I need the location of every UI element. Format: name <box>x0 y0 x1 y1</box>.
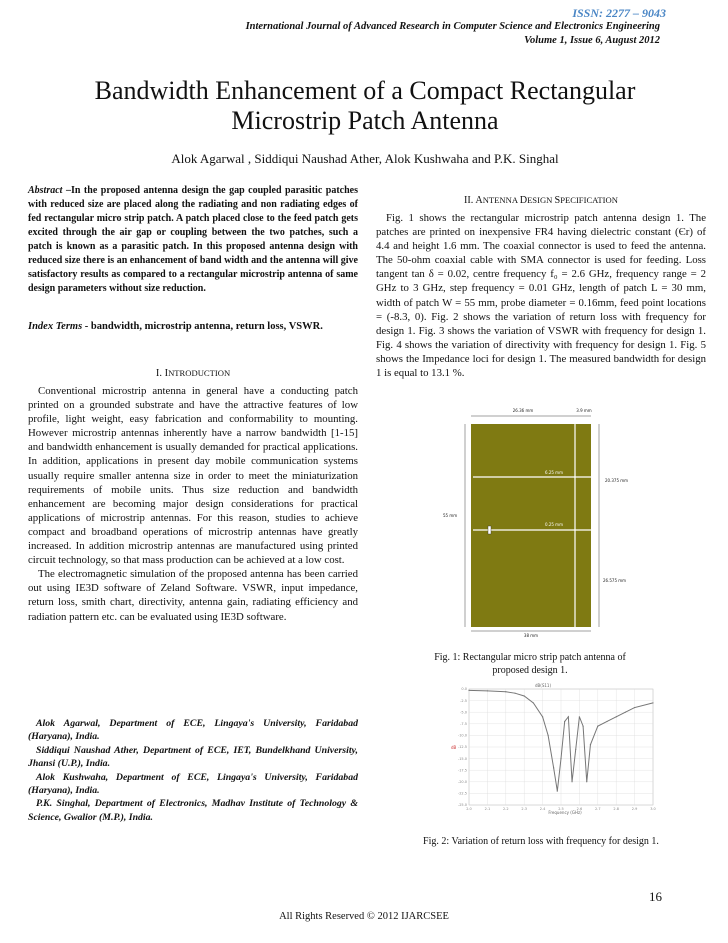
y-tick-label: 0.0 <box>461 687 467 692</box>
data-point <box>652 702 653 703</box>
x-tick-label: 2.6 <box>576 807 583 811</box>
dim-right-upper: 20.375 mm <box>605 478 629 483</box>
data-point <box>548 735 549 736</box>
figure1-caption-line2: proposed design 1. <box>492 665 568 676</box>
data-point <box>597 726 598 727</box>
figure2-caption: Fig. 2: Variation of return loss with frequency for design 1. <box>423 836 659 847</box>
index-terms-label: Index Terms <box>28 321 83 332</box>
y-tick-label: -10.0 <box>457 733 467 738</box>
title-line-2: Microstrip Patch Antenna <box>231 106 499 135</box>
chart-xlabel: Frequency (GHz) <box>548 810 582 815</box>
data-point <box>625 712 626 713</box>
affiliation-3: Alok Kushwaha, Department of ECE, Lingaya's University, Faridabad (Haryana), India. <box>28 771 358 797</box>
dim-bottom: 38 mm <box>523 633 539 638</box>
y-tick-label: -20.0 <box>457 780 467 784</box>
footer: All Rights Reserved © 2012 IJARCSEE <box>279 911 449 922</box>
x-tick-label: 2.9 <box>631 807 638 811</box>
x-tick-label: 2.7 <box>595 807 601 811</box>
y-tick-label: -5.0 <box>460 710 467 715</box>
figure1-caption <box>410 651 650 677</box>
x-tick-label: 2.1 <box>484 807 491 811</box>
title-line-1: Bandwidth Enhancement of a Compact Rectangular <box>94 76 636 105</box>
data-point <box>564 721 565 722</box>
issn: ISSN: 2277 – 9043 <box>572 6 666 20</box>
data-point <box>575 749 576 750</box>
authors: Alok Agarwal , Siddiqui Naushad Ather, Alok Kushwaha and P.K. Singhal <box>171 151 559 166</box>
spec-heading-d: ESIGN <box>527 195 555 205</box>
data-point <box>542 716 543 717</box>
journal-name: International Journal of Advanced Research in Computer Science and Electronics Engineering <box>245 21 660 32</box>
feed-point <box>488 526 491 534</box>
dim-gap2: 0.25 mm <box>545 522 563 527</box>
page-number: 16 <box>649 889 662 904</box>
y-tick-label: -22.5 <box>457 791 467 796</box>
dim-left: 55 mm <box>443 513 458 518</box>
data-point <box>487 690 488 691</box>
x-tick-label: 2.5 <box>558 807 564 811</box>
index-terms <box>28 320 358 334</box>
journal-header <box>200 20 660 48</box>
data-point <box>524 695 525 696</box>
x-tick-label: 2.3 <box>521 807 527 811</box>
spec-heading-a: II. A <box>464 195 483 206</box>
intro-paragraph-2: The electromagnetic simulation of the proposed antenna has been carried out using IE3D software of Zeland Software. VSWR, input impedance, return loss, smith chart, directivity, antenna gain, radiating efficiency and radiation pattern etc. can be evaluated using IE3D software. <box>28 568 358 623</box>
data-point <box>606 721 607 722</box>
y-tick-label: -17.5 <box>457 768 467 773</box>
x-tick-label: 3.0 <box>650 807 656 811</box>
data-point <box>616 716 617 717</box>
data-point <box>560 758 561 759</box>
intro-body <box>28 384 358 624</box>
intro-heading-num: I. I <box>155 368 169 379</box>
x-tick-label: 2.0 <box>466 807 472 811</box>
dim-right-lower: 26.575 mm <box>603 578 627 583</box>
data-point <box>505 691 506 692</box>
data-point <box>582 726 583 727</box>
data-point <box>579 716 580 717</box>
spec-heading-b: NTENNA <box>482 195 520 205</box>
antenna-figure <box>441 402 629 638</box>
data-point <box>571 781 572 782</box>
intro-heading-rest: NTRODUCTION <box>168 368 231 378</box>
spec-heading-f: PECIFICATION <box>560 195 618 205</box>
data-point <box>514 693 515 694</box>
spec-heading <box>376 193 706 208</box>
antenna-patch <box>471 424 591 627</box>
y-tick-label: -15.0 <box>457 756 467 761</box>
y-tick-label: -2.5 <box>460 698 467 703</box>
affiliations <box>28 717 358 824</box>
return-loss-chart <box>447 679 661 816</box>
y-tick-label: -7.5 <box>460 722 467 726</box>
index-terms-text: - bandwidth, microstrip antenna, return loss, VSWR. <box>82 321 323 332</box>
dim-gap1: 6.25 mm <box>545 470 563 475</box>
spec-body <box>376 211 706 380</box>
chart-ylabel: dB <box>451 745 457 750</box>
spec-heading-c: D <box>519 195 528 206</box>
dim-top-right: 3.9 mm <box>576 408 592 413</box>
abstract-label: Abstract <box>28 185 63 196</box>
abstract-text: –In the proposed antenna design the gap coupled parasitic patches with reduced size are placed along the radiating and non radiating edges of fed rectangular micro strip patch. A patch placed close to the feed patch gets excited through the air gap or coupling between the two patches, such a patch is known as a parasitic patch. In this proposed antenna design with reduced size there is an enhancement of band width and the antenna will give satisfactory results as compared to a rectangular microstrip antenna of same design parameters without size reduction. <box>28 185 358 294</box>
spec-heading-e: S <box>554 195 561 206</box>
chart-background <box>447 679 661 816</box>
journal-volume: Volume 1, Issue 6, August 2012 <box>524 35 660 46</box>
data-point <box>634 707 635 708</box>
chart-legend: dB(S11) <box>535 683 552 688</box>
x-tick-label: 2.8 <box>613 807 619 811</box>
figure1-caption-line1: Fig. 1: Rectangular micro strip patch antenna of <box>434 652 626 663</box>
affiliation-4: P.K. Singhal, Department of Electronics, Madhav Institute of Technology & Science, Gwalior (M.P.), India. <box>28 798 358 823</box>
data-point <box>568 716 569 717</box>
y-tick-label: -25.0 <box>457 803 467 808</box>
data-point <box>586 781 587 782</box>
x-tick-label: 2.2 <box>503 807 509 811</box>
affiliation-2: Siddiqui Naushad Ather, Department of ECE, IET, Bundelkhand University, Jhansi (U.P.), India. <box>28 744 358 770</box>
spec-paragraph: Fig. 1 shows the rectangular microstrip patch antenna design 1. The patches are printed on inexpensive FR4 having dielectric constant (Єr) of 4.4 and height 1.6 mm. The coaxial connector is used to feed the antenna. The 50-ohm coaxial cable with SMA connector is used for feeding. Loss tangent tan δ = 0.02, centre frequency f₀ = 2.6 GHz, frequency range = 2 GHz to 3 GHz, step frequency = 0.01 GHz, length of patch L = 30 mm, width of patch W = 55 mm, probe diameter = 0.16mm, feed point locations = (-8.3, 0). Fig. 2 shows the variation of return loss with frequency for design 1. Fig. 3 shows the variation of VSWR with frequency for design 1. Fig. 4 shows the variation of directivity with frequency for design 1. Fig. 5 shows the Impedance loci for design 1. The measured bandwidth for design 1 is equal to 13.1 %. <box>376 212 706 380</box>
affiliation-1: Alok Agarwal, Department of ECE, Lingaya's University, Faridabad (Haryana), India. <box>28 718 358 743</box>
data-point <box>590 744 591 745</box>
dim-top-left: 26.36 mm <box>512 408 534 413</box>
x-tick-label: 2.4 <box>539 807 546 811</box>
data-point <box>557 790 558 791</box>
data-point <box>533 702 534 703</box>
data-point <box>553 767 554 768</box>
intro-paragraph-1: Conventional microstrip antenna in general have a conducting patch printed on a grounded substrate and have the attractive features of low profile, light weight, easy fabrication and conformability to mounting. However microstrip antennas inherently have a narrow bandwidth [1-15] and bandwidth enhancement is usually demanded for practical applications. In addition, applications in present day mobile communication systems usually require smaller antenna size in order to meet the miniaturization requirements of mobile units. Thus size reduction and bandwidth enhancement are becoming major design considerations for practical applications of microstrip antennas. For this reason, studies to achieve compact and broadband operations of microstrip antennas have greatly increased. In addition microstrip antennas are manufactured using printed circuit technology, so that mass production can be achieved at a low cost. <box>28 385 358 567</box>
page-title <box>20 76 710 136</box>
abstract <box>28 184 358 296</box>
data-point <box>468 690 469 691</box>
intro-heading <box>28 366 358 381</box>
y-tick-label: -12.5 <box>457 745 467 750</box>
